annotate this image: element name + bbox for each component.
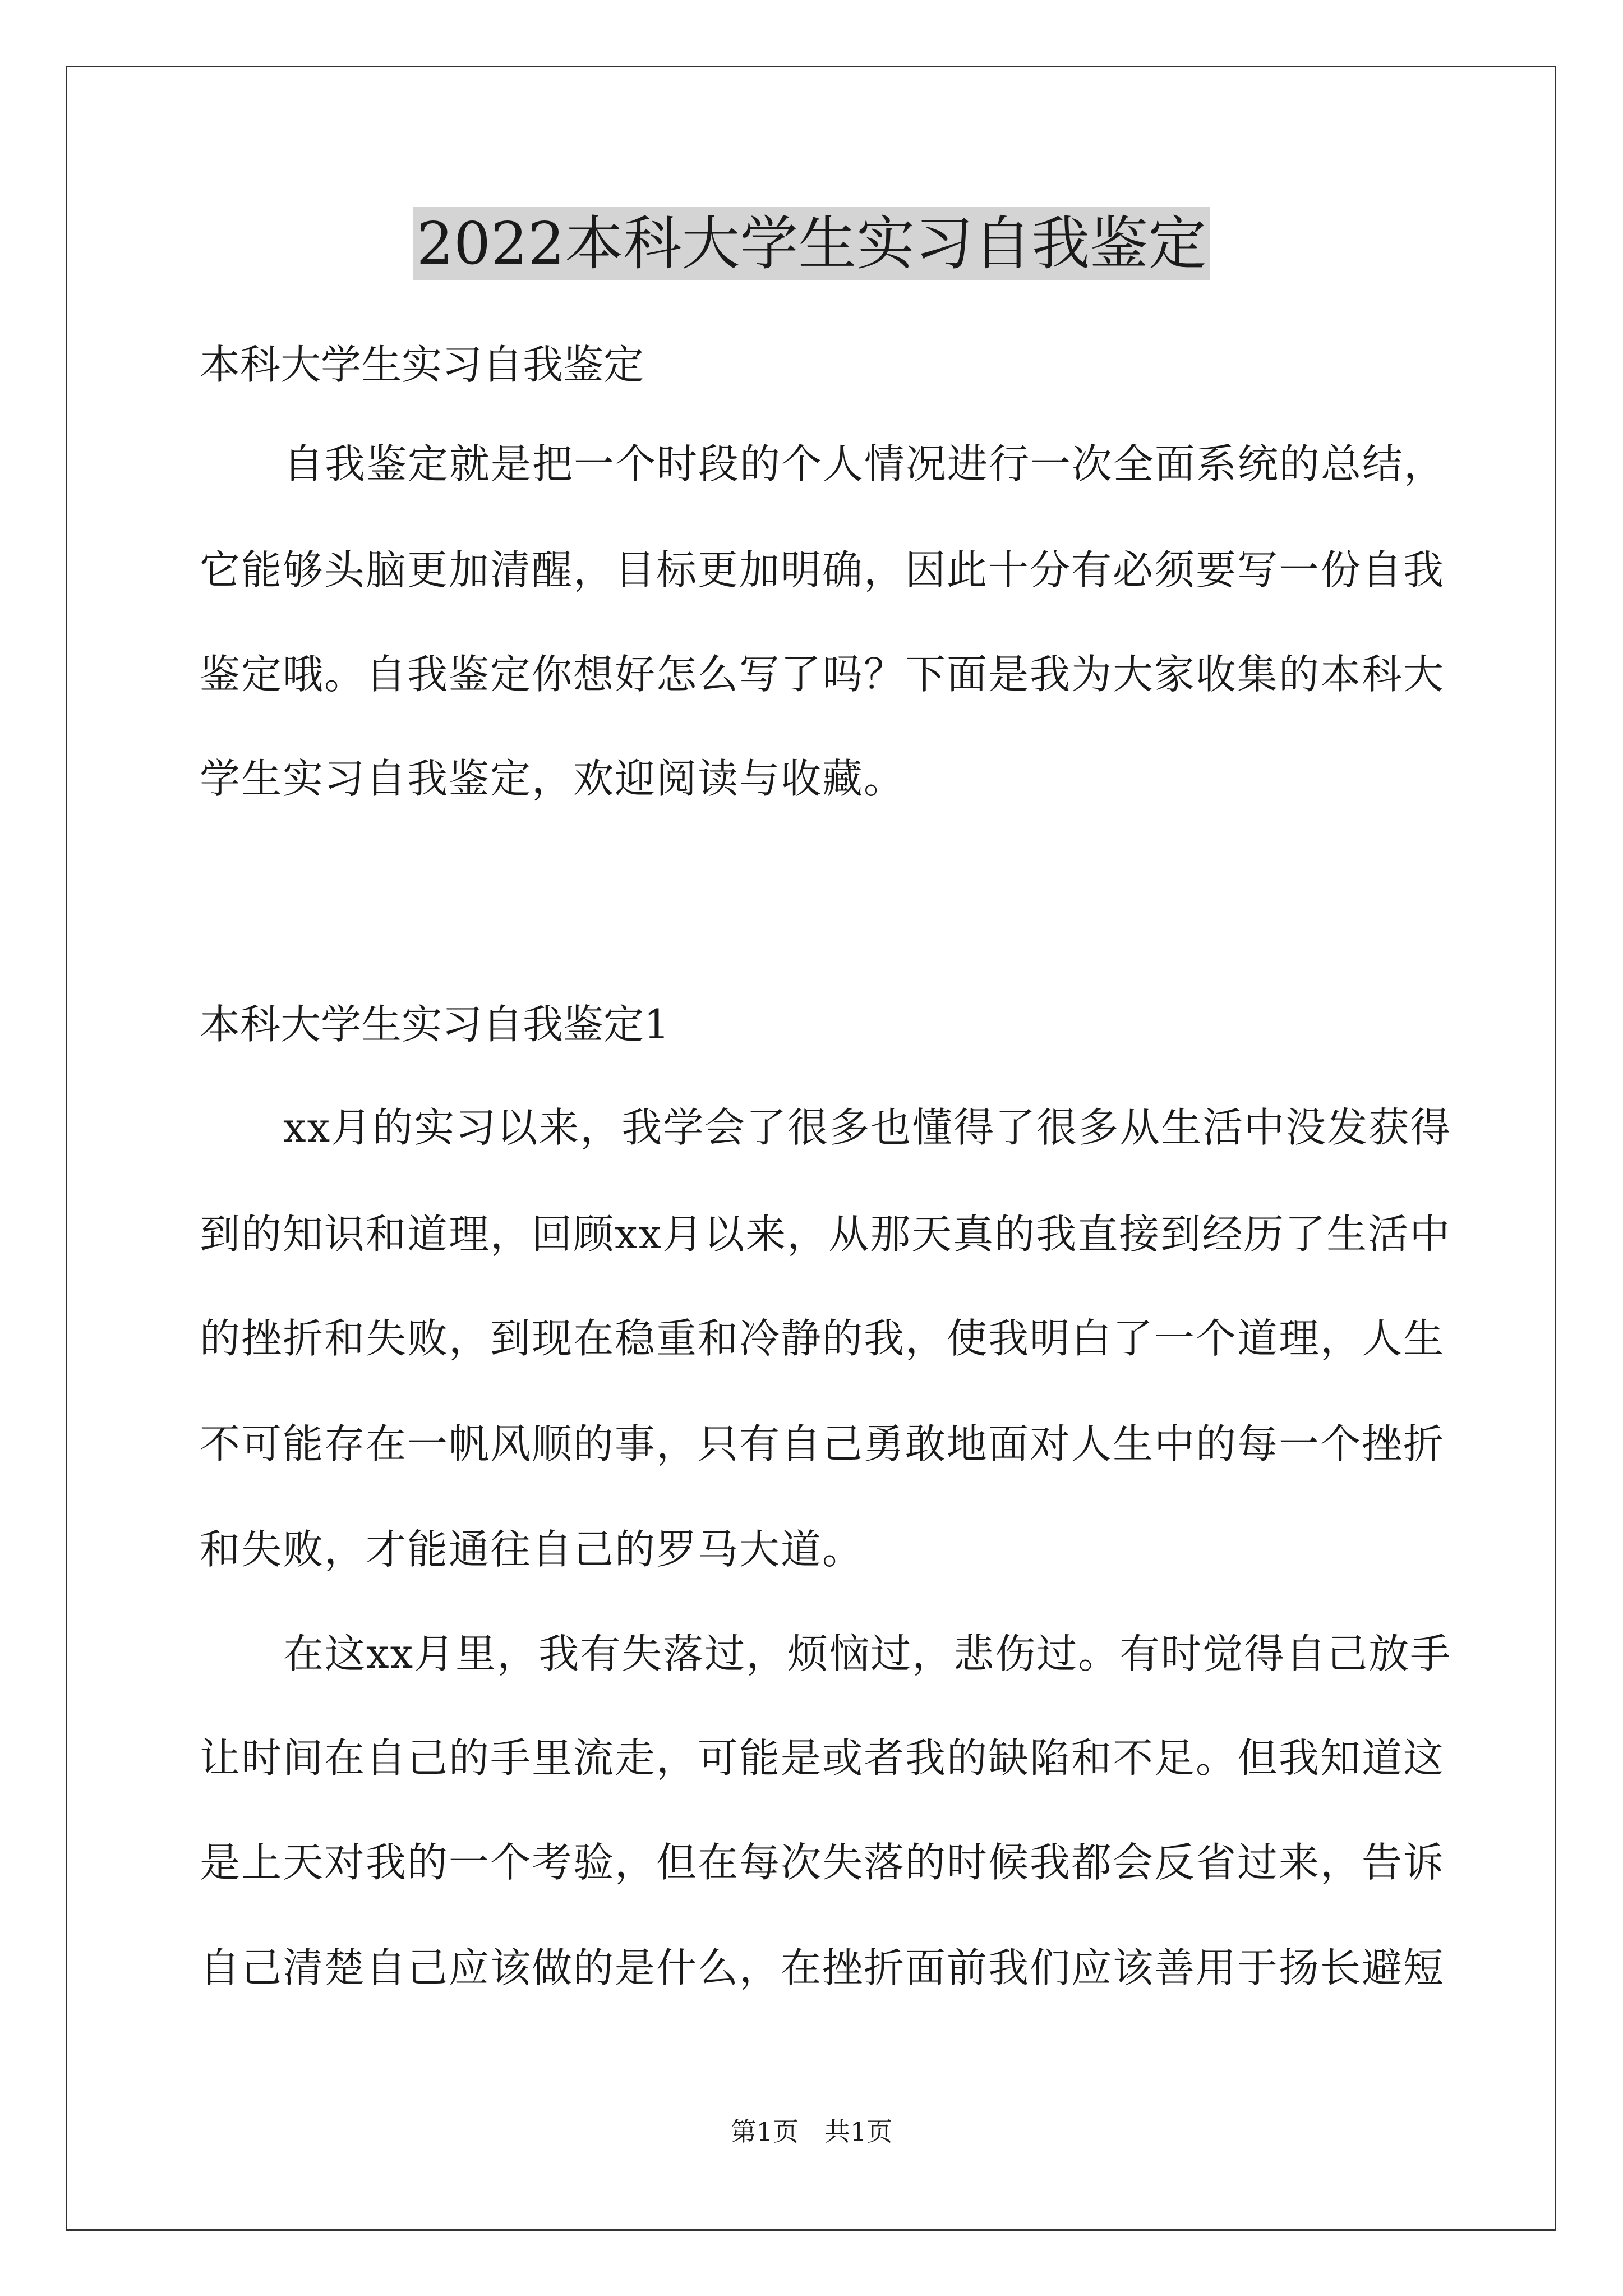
para1-line: 的挫折和失败，到现在稳重和冷静的我，使我明白了一个道理，人生 bbox=[200, 1315, 1445, 1362]
para1-line: 到的知识和道理，回顾xx月以来，从那天真的我直接到经历了生活中 bbox=[200, 1211, 1451, 1258]
document-title-text: 2022本科大学生实习自我鉴定 bbox=[413, 207, 1210, 280]
para2-line: 让时间在自己的手里流走，可能是或者我的缺陷和不足。但我知道这 bbox=[200, 1734, 1445, 1782]
section-heading-1: 本科大学生实习自我鉴定1 bbox=[200, 1001, 670, 1048]
section-heading-intro: 本科大学生实习自我鉴定 bbox=[200, 341, 644, 388]
intro-line: 学生实习自我鉴定，欢迎阅读与收藏。 bbox=[200, 755, 906, 802]
intro-line: 自我鉴定就是把一个时段的个人情况进行一次全面系统的总结， bbox=[283, 440, 1446, 487]
para2-line: 在这xx月里，我有失落过，烦恼过，悲伤过。有时觉得自己放手 bbox=[283, 1630, 1452, 1677]
para1-line: 不可能存在一帆风顺的事，只有自己勇敢地面对人生中的每一个挫折 bbox=[200, 1420, 1445, 1467]
para1-line: xx月的实习以来，我学会了很多也懂得了很多从生活中没发获得 bbox=[283, 1104, 1452, 1151]
page-footer: 第1页 共1页 bbox=[730, 2116, 893, 2147]
para1-line: 和失败，才能通往自己的罗马大道。 bbox=[200, 1526, 864, 1573]
intro-line: 鉴定哦。自我鉴定你想好怎么写了吗？下面是我为大家收集的本科大 bbox=[200, 651, 1445, 698]
document-title bbox=[0, 204, 1623, 283]
para2-line: 自己清楚自己应该做的是什么，在挫折面前我们应该善用于扬长避短 bbox=[200, 1944, 1445, 1991]
intro-line: 它能够头脑更加清醒，目标更加明确，因此十分有必须要写一份自我 bbox=[200, 546, 1445, 593]
para2-line: 是上天对我的一个考验，但在每次失落的时候我都会反省过来，告诉 bbox=[200, 1839, 1445, 1886]
